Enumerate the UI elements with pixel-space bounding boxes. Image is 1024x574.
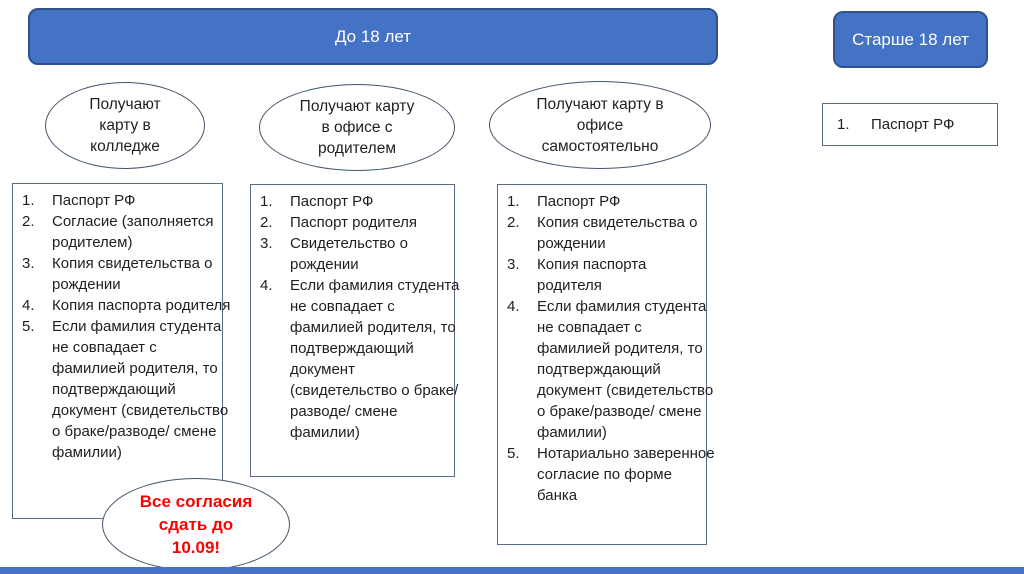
branch-ellipse-office-self bbox=[489, 81, 711, 169]
requirement-item: Если фамилия студента не совпадает с фамилией родителя, то подтверждающий документ (свидетельство о браке/разводе/ смене фамилии) bbox=[52, 318, 229, 461]
branch-ellipse-college bbox=[45, 82, 205, 169]
requirement-item: Паспорт родителя bbox=[290, 214, 418, 231]
requirement-item: Копия свидетельства о рождении bbox=[52, 255, 213, 293]
deadline-text bbox=[140, 490, 252, 559]
deadline-ellipse bbox=[102, 478, 290, 571]
requirement-item: Паспорт РФ bbox=[290, 193, 374, 210]
over18-requirements-box bbox=[822, 103, 998, 146]
over18-banner bbox=[833, 11, 988, 68]
over18-banner-label: Старше 18 лет bbox=[852, 29, 969, 49]
under18-banner-label: До 18 лет bbox=[334, 26, 412, 46]
requirements-box-office-with-parent bbox=[250, 184, 460, 477]
branch-ellipse-office-self-label: Получают карту в офисе самостоятельно bbox=[536, 95, 664, 155]
requirement-item: Копия паспорта родителя bbox=[52, 297, 231, 314]
requirement-item: Свидетельство о рождении bbox=[290, 235, 408, 273]
requirements-list-college bbox=[13, 184, 236, 469]
requirement-item: Копия паспорта родителя bbox=[537, 256, 647, 294]
requirements-box-college bbox=[12, 183, 231, 519]
requirement-item: Нотариально заверенное согласие по форме банка bbox=[537, 445, 715, 504]
bottom-accent-bar bbox=[0, 567, 1024, 574]
under18-banner bbox=[28, 8, 718, 65]
branch-ellipse-office-with-parent-label: Получают карту в офисе с родителем bbox=[299, 98, 415, 157]
branch-ellipse-college-label: Получают карту в колледже bbox=[89, 96, 161, 155]
requirements-list-office-with-parent bbox=[251, 185, 468, 449]
requirement-item: Паспорт РФ bbox=[537, 193, 621, 210]
requirement-item: Паспорт РФ bbox=[52, 192, 136, 209]
branch-ellipse-office-with-parent bbox=[259, 84, 455, 171]
deadline-text-line: 10.09! bbox=[171, 538, 221, 557]
deadline-text-line: сдать до bbox=[158, 515, 234, 534]
over18-requirements-list bbox=[823, 112, 997, 137]
requirements-list-office-self bbox=[498, 185, 720, 512]
requirement-item: Согласие (заполняется родителем) bbox=[52, 213, 214, 251]
deadline-text-line: Все согласия bbox=[139, 492, 253, 511]
requirement-item: Если фамилия студента не совпадает с фамилией родителя, то подтверждающий документ (свидетельство о браке/разводе/ смене фамилии) bbox=[537, 298, 714, 441]
requirement-item: Если фамилия студента не совпадает с фамилией родителя, то подтверждающий документ (свидетельство о браке/разводе/ смене фамилии) bbox=[290, 277, 460, 441]
requirements-box-office-self bbox=[497, 184, 715, 545]
requirement-item: Копия свидетельства о рождении bbox=[537, 214, 698, 252]
requirement-item: Паспорт РФ bbox=[871, 116, 955, 133]
